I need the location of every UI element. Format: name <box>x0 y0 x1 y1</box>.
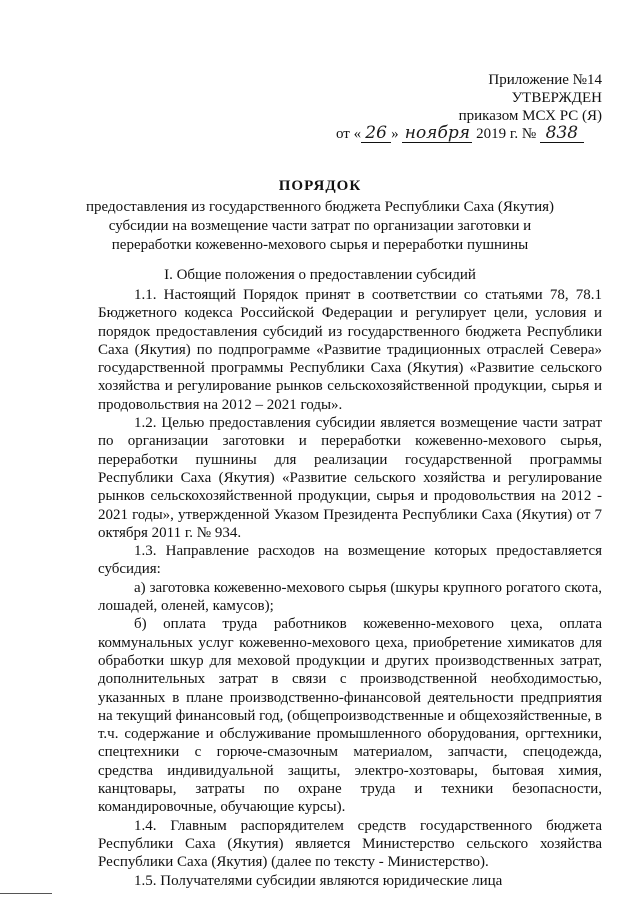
paragraph-1-4: 1.4. Главным распорядителем средств государственного бюджета Республики Саха (Якутия) является Министерство сельского хозяйства Республики Саха (Якутия) (далее по тексту - Министерство). <box>98 817 602 871</box>
footnote-divider <box>0 893 52 894</box>
paragraph-1-3: 1.3. Направление расходов на возмещение которых предоставляется субсидия: <box>98 543 602 578</box>
date-mid: » <box>391 126 399 142</box>
paragraph-1-2: 1.2. Целью предоставления субсидии является возмещение части затрат по организации заготовки и переработки кожевенно-мехового сырья, переработки пушнины для реализации государственной программы Республики Саха (Якутия) «Развитие сельского хозяйства и регулирование рынков сельскохозяйственной продукции, сырья и продовольствия на 2012 - 2021 годы», утвержденной Указом Президента Республики Саха (Якутия) от 7 октября 2011 г. № 934. <box>98 415 602 541</box>
order-month: ноября <box>402 124 472 143</box>
order-day: 26 <box>361 124 391 143</box>
order-label: приказом МСХ РС (Я) <box>458 108 602 124</box>
appendix-label: Приложение №14 <box>488 72 602 88</box>
approved-label: УТВЕРЖДЕН <box>511 90 602 106</box>
order-year: 2019 г. № <box>476 126 537 142</box>
order-number: 838 <box>540 124 584 143</box>
list-item-b: б) оплата труда работников кожевенно-мехового цеха, оплата коммунальных услуг кожевенно-мехового цеха, приобретение химикатов для обработки шкур для меховой продукции и других производственных затрат, дополнительных затрат в связи с производственной необходимостью, указанных в плане производственно-финансовой деятельности предприятия на текущий финансовый год, (общепроизводственные и общехозяйственные, в т.ч. содержание и обслуживание промышленного оборудования, оргтехники, спецтехники с горюче-смазочным материалом, запчасти, спецодежда, средства индивидуальной защиты, электро-хозтовары, бытовая химия, канцтовары, затраты по охране труда и техники безопасности, командировочные, обучающие курсы). <box>98 616 602 816</box>
section-heading: I. Общие положения о предоставлении субсидий <box>164 267 476 283</box>
paragraph-1-5: 1.5. Получателями субсидии являются юридические лица <box>134 872 503 889</box>
order-date-line <box>336 124 584 143</box>
document-subtitle: предоставления из государственного бюджета Республики Саха (Якутия) субсидии на возмещение части затрат по организации заготовки и переработки кожевенно-мехового сырья и переработки пушнины <box>86 199 554 253</box>
document-body <box>98 286 602 890</box>
list-item-a: а) заготовка кожевенно-мехового сырья (шкуры крупного рогатого скота, лошадей, оленей, камусов); <box>98 579 602 615</box>
document-title: ПОРЯДОК <box>278 178 362 194</box>
paragraph-1-1: 1.1. Настоящий Порядок принят в соответствии со статьями 78, 78.1 Бюджетного кодекса Российской Федерации и регулирует цели, условия и порядок предоставления субсидий из государственного бюджета Республики Саха (Якутия) по подпрограмме «Развитие традиционных отраслей Севера» государственной программы Республики Саха (Якутия) «Развитие сельского хозяйства и регулирование рынков сельскохозяйственной продукции, сырья и продовольствия на 2012 – 2021 годы». <box>98 287 602 413</box>
date-prefix: от « <box>336 126 362 142</box>
